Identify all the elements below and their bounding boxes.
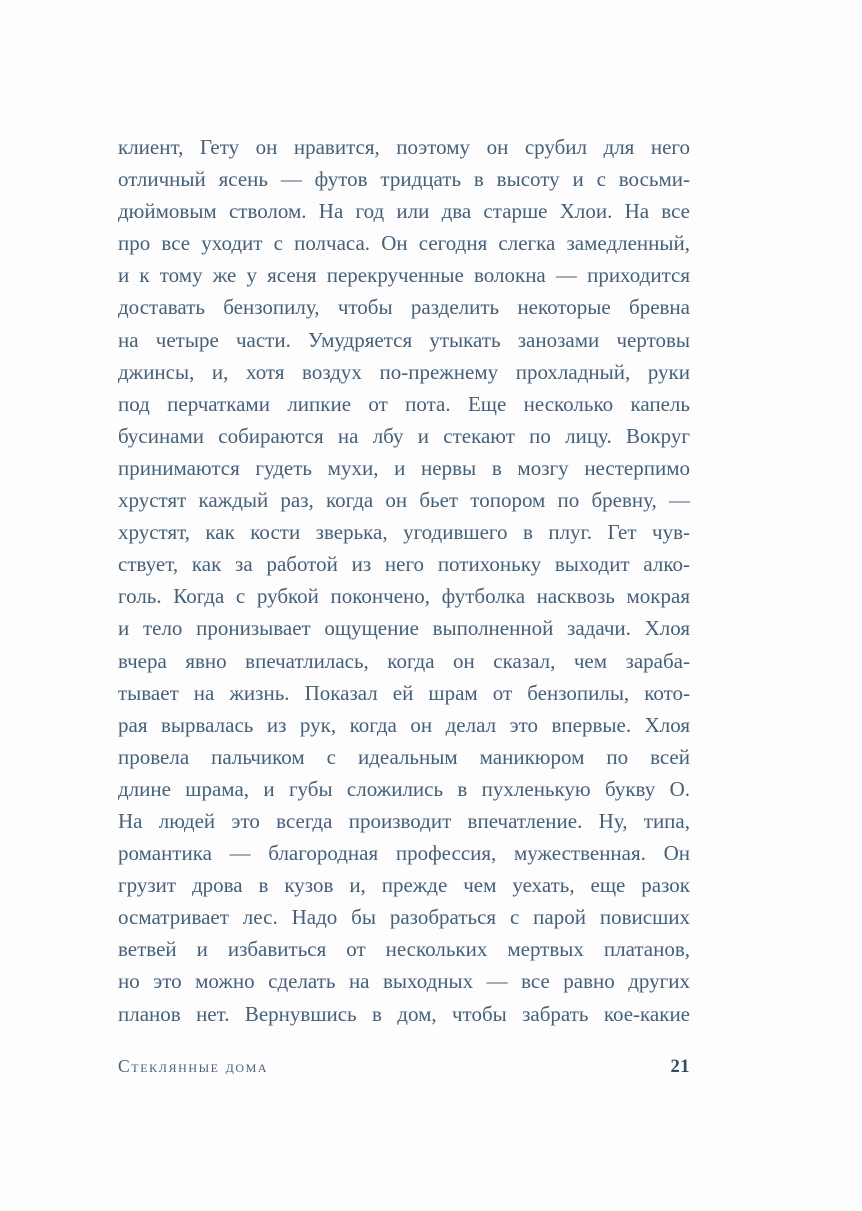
body-text-line: планов нет. Вернувшись в дом, чтобы забрать кое-какие <box>118 1001 690 1026</box>
body-text-line: дюймовым стволом. На год или два старше Хлои. На все <box>118 199 690 224</box>
body-text-line: ствует, как за работой из него потихоньку выходит алко- <box>118 552 690 577</box>
body-text-line: На людей это всегда производит впечатление. Ну, типа, <box>118 808 690 833</box>
body-text-line: хрустят каждый раз, когда он бьет топором по бревну, — <box>118 488 690 513</box>
body-text-line: про все уходит с полчаса. Он сегодня слегка замедленный, <box>118 231 690 256</box>
body-text-line: под перчатками липкие от пота. Еще несколько капель <box>118 391 690 416</box>
body-text <box>118 131 690 1030</box>
body-text-line: хрустят, как кости зверька, угодившего в плуг. Гет чув- <box>118 520 690 545</box>
body-text-line: доставать бензопилу, чтобы разделить некоторые бревна <box>118 295 690 320</box>
page-footer <box>118 1056 690 1078</box>
running-title: Стеклянные дома <box>118 1056 269 1076</box>
body-text-line: рая вырвалась из рук, когда он делал это впервые. Хлоя <box>118 712 690 737</box>
body-text-line: романтика — благородная профессия, мужественная. Он <box>118 841 690 866</box>
body-text-line: ветвей и избавиться от нескольких мертвых платанов, <box>118 937 690 962</box>
body-text-line: провела пальчиком с идеальным маникюром по всей <box>118 744 690 769</box>
body-text-line: отличный ясень — футов тридцать в высоту и с восьми- <box>118 167 690 192</box>
body-text-line: вчера явно впечатлилась, когда он сказал, чем зараба- <box>118 648 690 673</box>
body-text-line: клиент, Гету он нравится, поэтому он срубил для него <box>118 135 690 159</box>
body-text-line: осматривает лес. Надо бы разобраться с парой повисших <box>118 905 690 930</box>
body-text-line: и к тому же у ясеня перекрученные волокна — приходится <box>118 263 690 288</box>
body-text-line: принимаются гудеть мухи, и нервы в мозгу нестерпимо <box>118 455 690 480</box>
body-text-line: голь. Когда с рубкой покончено, футболка насквозь мокрая <box>118 584 690 609</box>
body-text-line: но это можно сделать на выходных — все равно других <box>118 969 690 994</box>
body-text-line: джинсы, и, хотя воздух по-прежнему прохладный, руки <box>118 359 690 384</box>
body-text-line: грузит дрова в кузов и, прежде чем уехать, еще разок <box>118 873 690 898</box>
body-text-line: и тело пронизывает ощущение выполненной задачи. Хлоя <box>118 616 690 641</box>
body-text-line: тывает на жизнь. Показал ей шрам от бензопилы, кото- <box>118 680 690 705</box>
page-number: 21 <box>670 1057 690 1077</box>
body-text-line: длине шрама, и губы сложились в пухленькую букву О. <box>118 776 690 801</box>
body-text-line: на четыре части. Умудряется утыкать занозами чертовы <box>118 327 690 352</box>
body-text-line: бусинами собираются на лбу и стекают по лицу. Вокруг <box>118 423 690 448</box>
